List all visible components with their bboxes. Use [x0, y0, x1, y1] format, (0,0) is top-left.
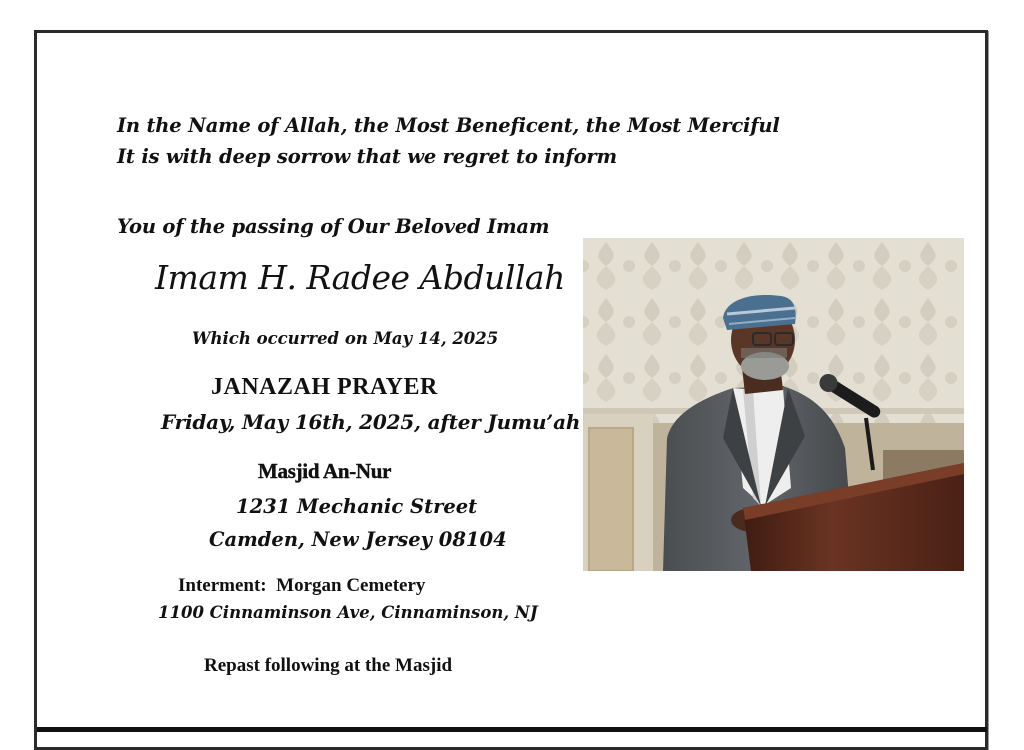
occurred-date: Which occurred on May 14, 2025 [192, 329, 499, 348]
janazah-heading: JANAZAH PRAYER [211, 374, 438, 400]
masjid-street: 1231 Mechanic Street [236, 495, 478, 518]
bottom-border [37, 727, 987, 732]
bismillah-line: In the Name of Allah, the Most Beneficent, the Most Merciful [117, 114, 780, 137]
imam-photo [583, 238, 964, 571]
interment-address: 1100 Cinnaminson Ave, Cinnaminson, NJ [158, 603, 538, 622]
repast-note: Repast following at the Masjid [204, 655, 453, 676]
janazah-date: Friday, May 16th, 2025, after Jumu’ah [161, 410, 581, 434]
masjid-city: Camden, New Jersey 08104 [209, 528, 507, 551]
masjid-name: Masjid An-Nur [258, 459, 392, 483]
sorrow-line: It is with deep sorrow that we regret to inform [117, 145, 617, 168]
imam-portrait-illustration [583, 238, 964, 571]
passing-line: You of the passing of Our Beloved Imam [117, 215, 550, 238]
imam-name: Imam H. Radee Abdullah [155, 258, 565, 297]
interment-label: Interment: Morgan Cemetery [178, 575, 426, 596]
